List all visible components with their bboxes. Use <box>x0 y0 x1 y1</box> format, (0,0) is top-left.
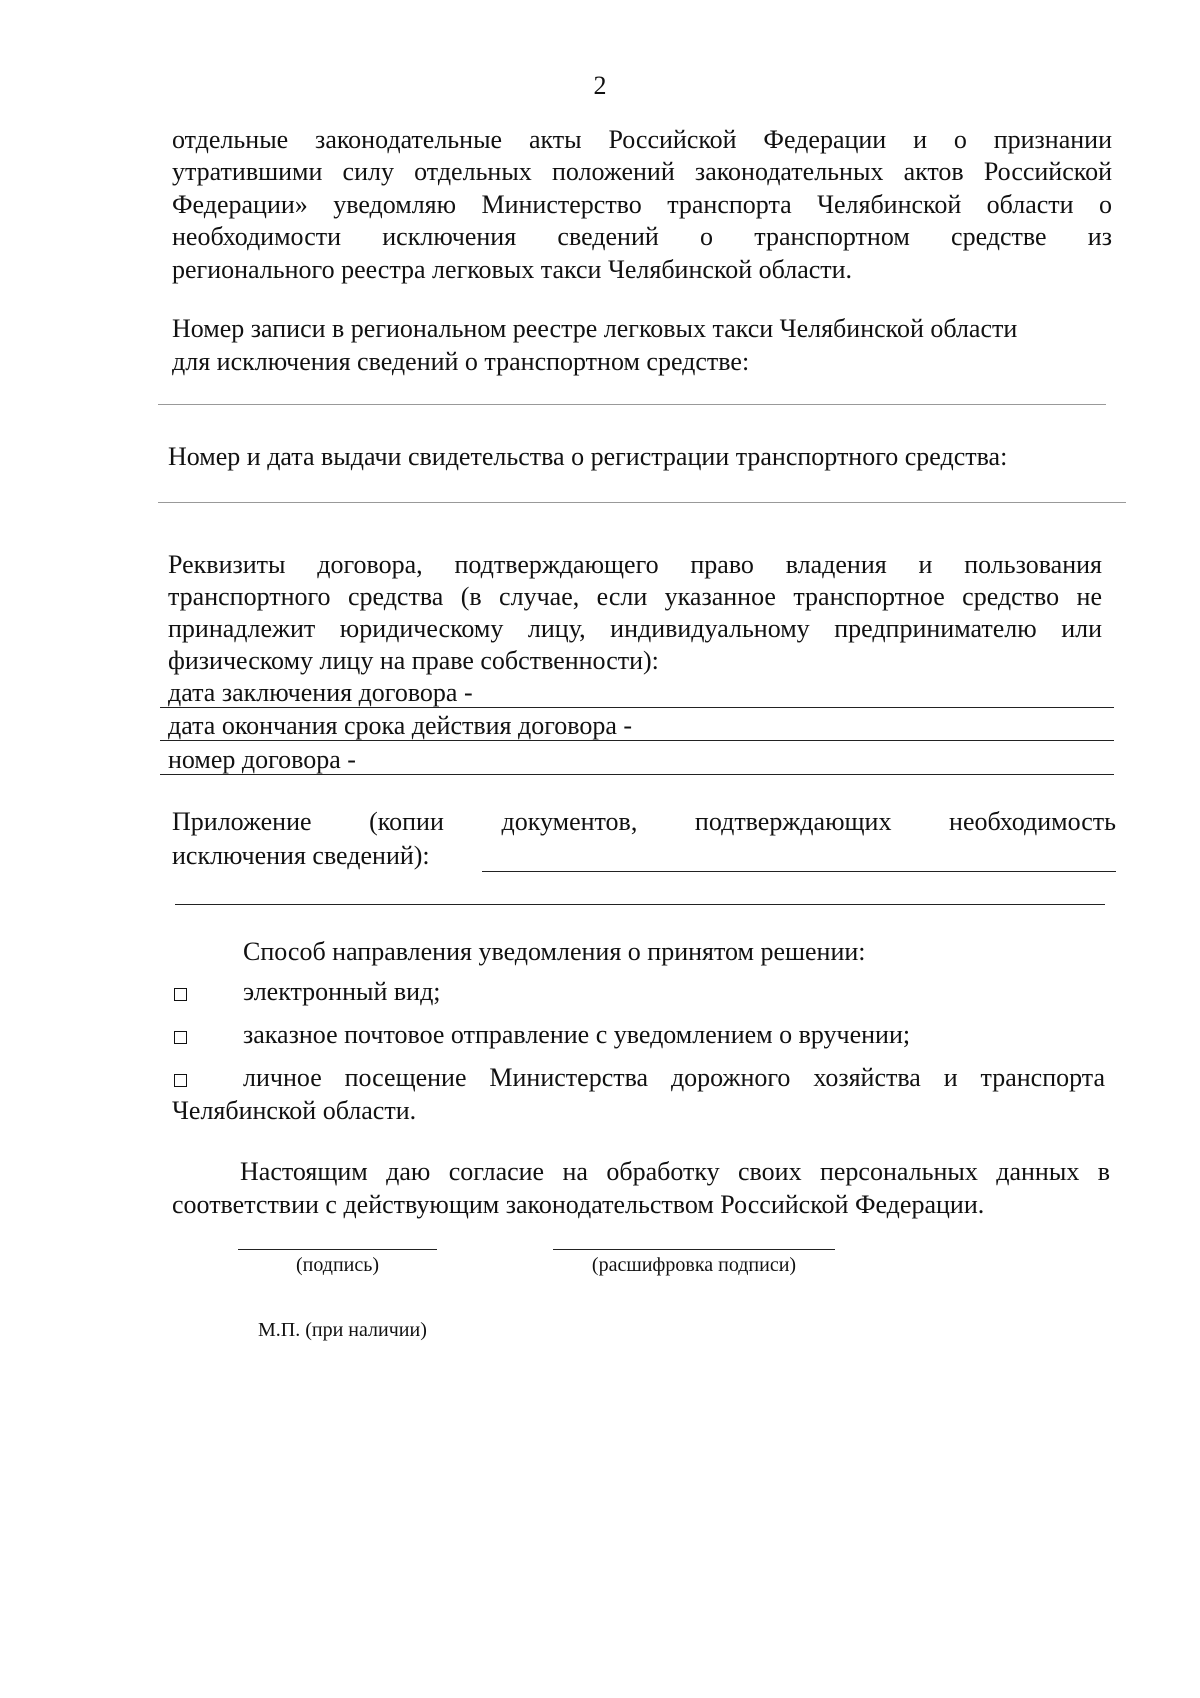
registry-record-label: для исключения сведений о транспортном средстве: <box>172 347 750 376</box>
contract-details-line: транспортного средства (в случае, если указанное транспортное средство не <box>168 582 1102 611</box>
page-number: 2 <box>593 71 607 100</box>
consent-line: соответствии с действующим законодательством Российской Федерации. <box>172 1190 985 1219</box>
contract-number-label: номер договора - <box>168 745 356 774</box>
registration-certificate-input-line[interactable] <box>158 502 1126 503</box>
contract-number-input-line[interactable] <box>160 774 1114 775</box>
intro-line: Федерации» уведомляю Министерство транспорта Челябинской области о <box>172 190 1112 219</box>
contract-details-line: физическому лицу на праве собственности): <box>168 646 659 675</box>
intro-line: необходимости исключения сведений о транспортном средстве из <box>172 222 1112 251</box>
option-personal-visit-continuation: Челябинской области. <box>172 1096 417 1125</box>
intro-line: регионального реестра легковых такси Челябинской области. <box>172 255 853 284</box>
attachment-line: исключения сведений): <box>172 841 430 870</box>
option-personal-visit-label: личное посещение Министерства дорожного хозяйства и транспорта <box>243 1063 1105 1092</box>
attachment-input-line-2[interactable] <box>175 904 1105 905</box>
signature-decoding-input-line[interactable] <box>553 1249 835 1250</box>
signature-input-line[interactable] <box>238 1249 437 1250</box>
contract-conclusion-date-label: дата заключения договора - <box>168 678 473 707</box>
contract-expiry-date-label: дата окончания срока действия договора - <box>168 711 633 740</box>
option-electronic-label: электронный вид; <box>243 977 441 1006</box>
notification-method-heading: Способ направления уведомления о принятом решении: <box>243 937 866 966</box>
attachment-input-line-1[interactable] <box>482 871 1116 872</box>
attachment-line: Приложение (копии документов, подтверждающих необходимость <box>172 807 1116 836</box>
registration-certificate-label: Номер и дата выдачи свидетельства о регистрации транспортного средства: <box>168 442 1008 471</box>
intro-line: отдельные законодательные акты Российской Федерации и о признании <box>172 125 1112 154</box>
intro-line: утратившими силу отдельных положений законодательных актов Российской <box>172 157 1112 186</box>
contract-expiry-date-input-line[interactable] <box>160 740 1114 741</box>
contract-conclusion-date-input-line[interactable] <box>160 707 1114 708</box>
contract-details-line: Реквизиты договора, подтверждающего право владения и пользования <box>168 550 1102 579</box>
seal-caption: М.П. (при наличии) <box>258 1319 427 1341</box>
signature-decoding-caption: (расшифровка подписи) <box>591 1254 797 1276</box>
registry-record-label: Номер записи в региональном реестре легковых такси Челябинской области <box>172 314 1018 343</box>
contract-details-line: принадлежит юридическому лицу, индивидуальному предпринимателю или <box>168 614 1102 643</box>
registry-record-input-line[interactable] <box>158 404 1106 405</box>
option-registered-mail-label: заказное почтовое отправление с уведомлением о вручении; <box>243 1020 911 1049</box>
consent-line: Настоящим даю согласие на обработку своих персональных данных в <box>240 1157 1110 1186</box>
signature-caption: (подпись) <box>295 1254 380 1276</box>
checkbox-registered-mail[interactable] <box>174 1031 187 1044</box>
checkbox-electronic[interactable] <box>174 988 187 1001</box>
checkbox-personal-visit[interactable] <box>174 1074 187 1087</box>
